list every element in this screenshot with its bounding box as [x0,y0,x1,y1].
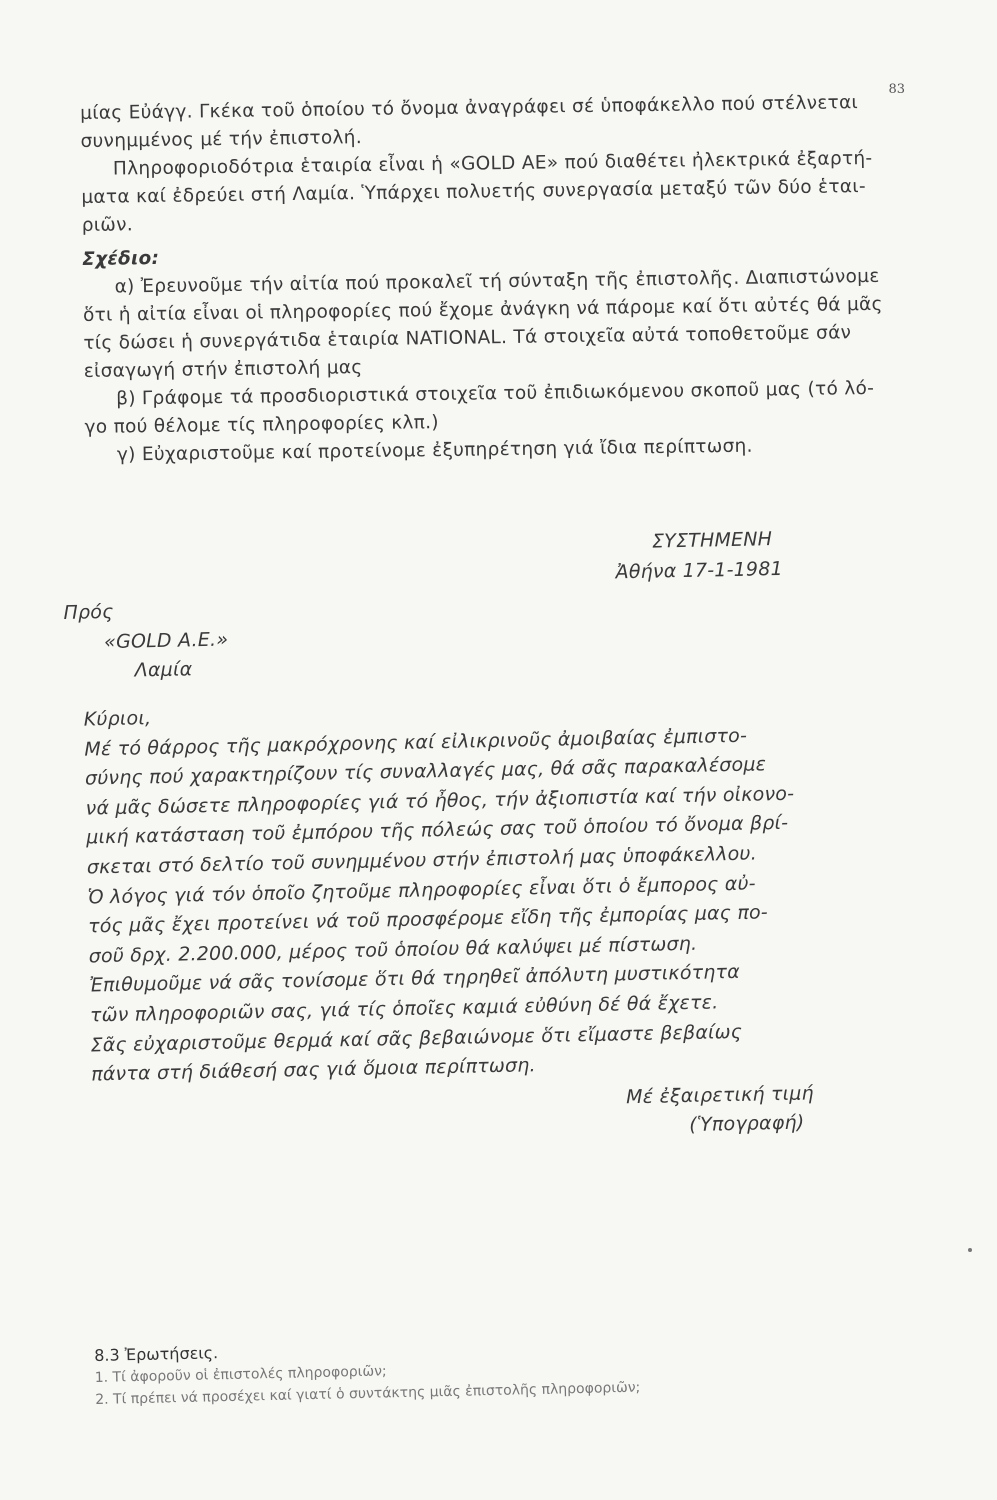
text-line: συνημμένος μέ τήν ἐπιστολή. [80,127,363,152]
letter-line: νά μᾶς δώσετε πληροφορίες γιά τό ἦθος, τήν ἀξιοπιστία καί τήν οἰκονο- [85,782,795,820]
plan-heading: Σχέδιο: [82,247,160,270]
salutation: Κύριοι, [83,707,152,731]
letter-line: Σᾶς εὐχαριστοῦμε θερμά καί σᾶς βεβαιώνομε ὅτι εἴμαστε βεβαίως [90,1020,743,1057]
text-line: α) Ἐρευνοῦμε τήν αἰτία πού προκαλεῖ τή σύνταξη τῆς ἐπιστολῆς. Διαπιστώνομε [114,265,880,298]
letter-line: τῶν πληροφοριῶν σας, γιά τίς ὁποῖες καμιά εὐθύνη δέ θά ἔχετε. [89,991,719,1027]
signature-placeholder: (Ὑπογραφή) [688,1111,805,1137]
text-line: εἰσαγωγή στήν ἐπιστολή μας [83,357,363,382]
text-line: γο πού θέλομε τίς πληροφορίες κλπ.) [84,412,439,438]
page-number: 83 [888,82,905,97]
closing-phrase: Μέ ἐξαιρετική τιμή [625,1082,814,1108]
letter-line: πάντα στή διάθεσή σας γιά ὅμοια περίπτωση. [90,1054,536,1086]
text-line: ὅτι ἡ αἰτία εἶναι οἱ πληροφορίες πού ἔχομε ἀνάγκη νά πάρομε καί ὅτι αὐτές θά μᾶς [82,293,883,326]
section-heading: 8.3 Ἐρωτήσεις. [94,1343,219,1365]
registered-mark: ΣΥΣΤΗΜΕΝΗ [651,528,773,553]
question-item: 1. Τί ἀφοροῦν οἱ ἐπιστολές πληροφοριῶν; [94,1363,387,1386]
letter-line: σκεται στό δελτίο τοῦ συνημμένου στήν ἐπιστολή μας ὑποφάκελλου. [86,842,758,879]
letter-date: Ἀθήνα 17-1-1981 [615,557,783,584]
text-line: ριῶν. [81,214,134,236]
text-line: Πληροφοριοδότρια ἑταιρία εἶναι ἡ «GOLD AE» πού διαθέτει ἠλεκτρικά ἐξαρτή- [112,147,873,180]
to-label: Πρός [63,601,114,625]
text-line: τίς δώσει ἡ συνεργάτιδα ἑταιρία NATIONAL. Τά στοιχεῖα αὐτά τοποθετοῦμε σάν [83,322,852,354]
text-line: γ) Εὐχαριστοῦμε καί προτείνομε ἐξυπηρέτηση γιά ἴδια περίπτωση. [116,435,753,466]
recipient-city: Λαμία [134,658,193,682]
text-line: ματα καί ἐδρεύει στή Λαμία. Ὑπάρχει πολυετής συνεργασία μεταξύ τῶν δύο ἑται- [81,176,867,208]
letter-line: σοῦ δρχ. 2.200.000, μέρος τοῦ ὁποίου θά καλύψει μέ πίστωση. [88,932,698,968]
questions-section [94,1328,835,1411]
letter-line: Ἐπιθυμοῦμε νά σᾶς τονίσομε ὅτι θά τηρηθεῖ ἀπόλυτη μυστικότητα [89,961,741,997]
letter-line: τός μᾶς ἔχει προτείνει νά τοῦ προσφέρομε εἴδη τῆς ἐμπορίας μας πο- [87,901,769,938]
letter-line: Ὁ λόγος γιά τόν ὁποῖο ζητοῦμε πληροφορίες εἶναι ὅτι ὁ ἔμπορος αὐ- [87,872,756,909]
question-item: 2. Τί πρέπει νά προσέχει καί γιατί ὁ συντάκτης μιᾶς ἐπιστολῆς πληροφοριῶν; [95,1379,641,1408]
letter-line: σύνης πού χαρακτηρίζουν τίς συναλλαγές μας, θά σᾶς παρακαλέσομε [84,753,767,790]
text-line: μίας Εὐάγγ. Γκέκα τοῦ ὁποίου τό ὄνομα ἀναγράφει σέ ὑποφάκελλο πού στέλνεται [80,92,859,124]
print-speck [968,1248,972,1252]
main-text [80,88,935,470]
sample-letter [62,522,935,1154]
letter-line: Μέ τό θάρρος τῆς μακρόχρονης καί εἰλικρινοῦς ἀμοιβαίας ἐμπιστο- [84,724,748,761]
recipient-name: «GOLD A.E.» [103,628,229,653]
text-line: β) Γράφομε τά προσδιοριστικά στοιχεῖα τοῦ ἐπιδιωκόμενου σκοποῦ μας (τό λό- [116,377,875,410]
letter-line: μική κατάσταση τοῦ ἐμπόρου τῆς πόλεώς σας τοῦ ὁποίου τό ὄνομα βρί- [86,812,789,849]
